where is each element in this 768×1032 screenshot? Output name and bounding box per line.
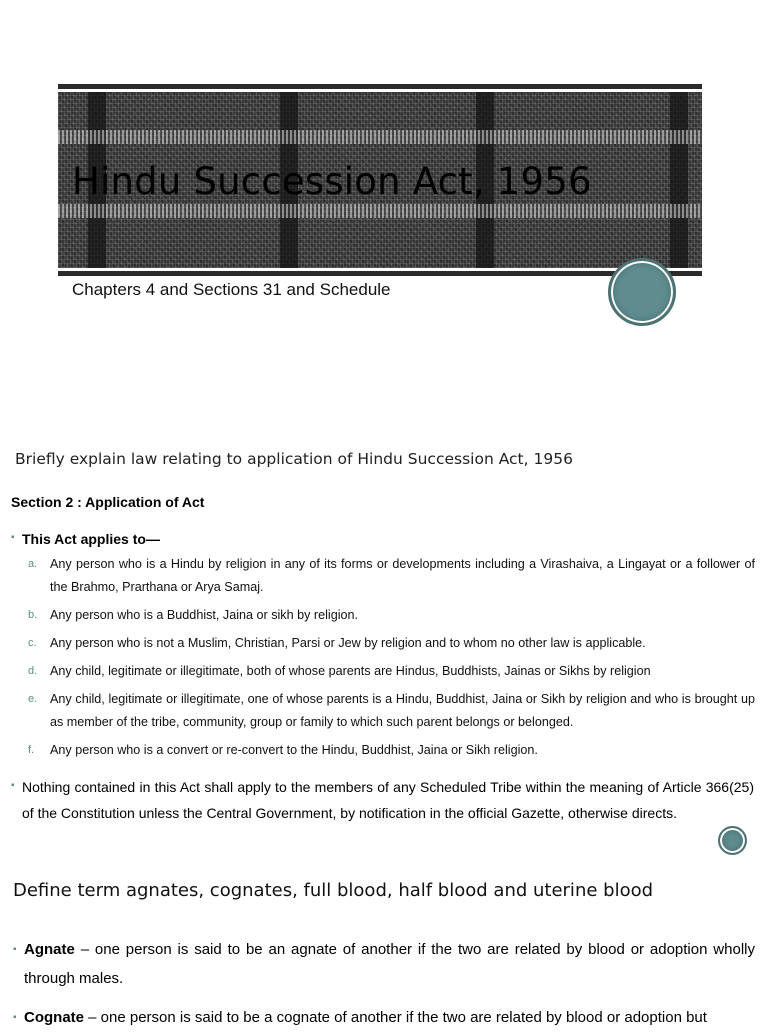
definition-cognate <box>13 1003 755 1032</box>
bullet-icon: ▪ <box>11 532 15 543</box>
term-label: Agnate <box>24 941 75 958</box>
question-application: Briefly explain law relating to application of Hindu Succession Act, 1956 <box>15 450 573 468</box>
list-item <box>28 604 755 627</box>
applicability-list <box>28 553 755 767</box>
list-item-text: Any person who is not a Muslim, Christian, Parsi or Jew by religion and to whom no other law is applicable. <box>50 636 646 650</box>
bullet-icon: ▪ <box>13 944 17 955</box>
bullet-applies-to: ▪ This Act applies to— <box>11 526 754 552</box>
definition-agnate <box>13 935 755 993</box>
definition-text: – one person is said to be a cognate of another if the two are related by blood or adoption but <box>84 1009 707 1026</box>
list-item-text: Any child, legitimate or illegitimate, one of whose parents is a Hindu, Buddhist, Jaina or Sikh by religion and who is brought up as member of the tribe, community, group or family to which such parent belongs or belonged. <box>50 692 755 729</box>
list-item <box>28 739 755 762</box>
section-heading: Section 2 : Application of Act <box>11 494 205 510</box>
list-letter: b. <box>28 609 38 621</box>
title-slide <box>0 0 768 430</box>
banner-bottom-line <box>58 271 702 276</box>
bullet-icon: ▪ <box>11 780 15 791</box>
bullet-exception: ▪ Nothing contained in this Act shall apply to the members of any Scheduled Tribe within the meaning of Article 366(25) of the Constitution unless the Central Government, by notification in the official Gazette, otherwise directs. <box>11 774 754 826</box>
list-item <box>28 632 755 655</box>
list-item-text: Any person who is a Buddhist, Jaina or sikh by religion. <box>50 608 359 622</box>
list-item-text: Any person who is a convert or re-convert to the Hindu, Buddhist, Jaina or Sikh religion. <box>50 743 538 757</box>
question-definitions: Define term agnates, cognates, full blood, half blood and uterine blood <box>13 880 654 901</box>
list-item <box>28 688 755 734</box>
list-letter: f. <box>28 744 35 756</box>
list-letter: d. <box>28 665 38 677</box>
list-letter: a. <box>28 558 38 570</box>
bullet-icon: ▪ <box>13 1012 17 1023</box>
slide-title: Hindu Succession Act, 1956 <box>72 160 592 203</box>
term-label: Cognate <box>24 1009 84 1026</box>
slide-subtitle: Chapters 4 and Sections 31 and Schedule <box>72 280 391 299</box>
banner-top-line <box>58 84 702 89</box>
list-item <box>28 660 755 683</box>
list-letter: e. <box>28 693 38 705</box>
list-item-text: Any child, legitimate or illegitimate, both of whose parents are Hindus, Buddhists, Jainas or Sikhs by religion <box>50 664 651 678</box>
list-item-text: Any person who is a Hindu by religion in any of its forms or developments including a Virashaiva, a Lingayat or a follower of the Brahmo, Prarthana or Arya Samaj. <box>50 557 755 594</box>
circle-ornament <box>608 258 676 326</box>
list-item <box>28 553 755 599</box>
circle-ornament-small <box>718 826 747 855</box>
list-letter: c. <box>28 637 37 649</box>
definition-text: – one person is said to be an agnate of another if the two are related by blood or adoption wholly through males. <box>24 941 755 987</box>
